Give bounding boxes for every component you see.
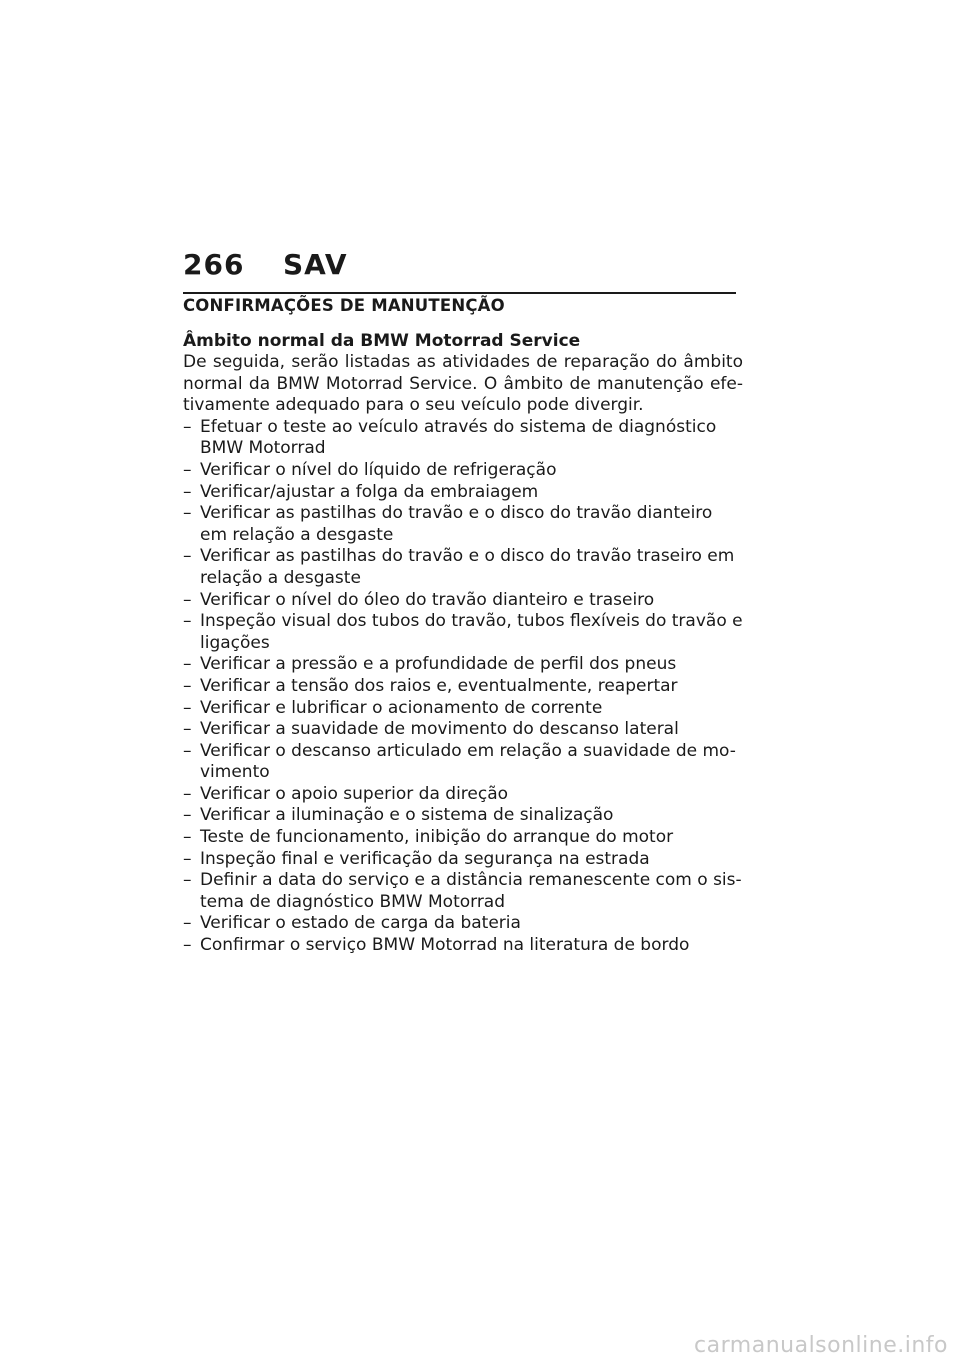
task-item [183,546,743,589]
dash-bullet: – [183,675,192,696]
dash-bullet: – [183,848,192,869]
section-divider [183,292,736,294]
dash-bullet: – [183,611,192,632]
task-item [183,741,743,784]
task-item [183,417,743,460]
dash-bullet: – [183,913,192,934]
dash-bullet: – [183,805,192,826]
dash-bullet: – [183,740,192,761]
dash-bullet: – [183,719,192,740]
section-content [183,330,743,957]
task-text: Definir a data do serviço e a distância remanescente com o sis-tema de diagnóstico BMW Motorrad [200,870,742,912]
subsection-title: Âmbito normal da BMW Motorrad Service [183,331,581,351]
page-number: 266 [183,247,245,281]
task-text: Verificar a suavidade de movimento do descanso lateral [200,719,679,740]
task-item [183,784,743,806]
task-text: Confirmar o serviço BMW Motorrad na literatura de bordo [200,935,690,956]
task-text: Verificar a iluminação e o sistema de sinalização [200,805,614,826]
intro-paragraph: De seguida, serão listadas as atividades de reparação do âmbito normal da BMW Motorrad Service. O âmbito de manutenção efe-tivamente adequado para o seu veículo pode divergir. [183,352,743,416]
task-item [183,913,743,935]
task-text: Efetuar o teste ao veículo através do sistema de diagnóstico BMW Motorrad [200,416,717,459]
dash-bullet: – [183,654,192,675]
task-text: Inspeção visual dos tubos do travão, tubos flexíveis do travão e ligações [200,611,743,653]
task-item [183,676,743,698]
task-text: Verificar o nível do óleo do travão dianteiro e traseiro [200,589,655,610]
page-header [183,244,735,284]
task-text: Inspeção final e verificação da segurança na estrada [200,848,650,869]
task-item [183,698,743,720]
task-item [183,590,743,612]
task-item [183,654,743,676]
task-item [183,482,743,504]
task-item [183,503,743,546]
dash-bullet: – [183,935,192,956]
task-text: Teste de funcionamento, inibição do arranque do motor [200,827,674,848]
maintenance-task-list [183,417,743,957]
dash-bullet: – [183,416,192,437]
task-text: Verificar e lubrificar o acionamento de corrente [200,697,603,718]
chapter-title: SAV [283,247,348,281]
dash-bullet: – [183,546,192,567]
task-text: Verificar as pastilhas do travão e o disco do travão dianteiro em relação a desgaste [200,503,713,545]
task-text: Verificar o estado de carga da bateria [200,913,521,934]
watermark: carmanualsonline.info [694,1333,948,1358]
task-item [183,870,743,913]
dash-bullet: – [183,697,192,718]
dash-bullet: – [183,870,192,891]
task-text: Verificar/ajustar a folga da embraiagem [200,481,539,502]
task-text: Verificar a pressão e a profundidade de perfil dos pneus [200,654,677,675]
task-item [183,460,743,482]
dash-bullet: – [183,481,192,502]
task-item [183,935,743,957]
task-text: Verificar o apoio superior da direção [200,783,509,804]
task-text: Verificar o descanso articulado em relação a suavidade de mo-vimento [200,740,736,783]
task-item [183,719,743,741]
dash-bullet: – [183,783,192,804]
task-item [183,849,743,871]
task-item [183,805,743,827]
section-title: CONFIRMAÇÕES DE MANUTENÇÃO [183,296,505,315]
task-item [183,827,743,849]
task-text: Verificar a tensão dos raios e, eventualmente, reapertar [200,675,678,696]
task-item [183,611,743,654]
dash-bullet: – [183,503,192,524]
dash-bullet: – [183,459,192,480]
task-text: Verificar as pastilhas do travão e o disco do travão traseiro em relação a desgaste [200,546,735,588]
dash-bullet: – [183,827,192,848]
task-text: Verificar o nível do líquido de refrigeração [200,459,557,480]
dash-bullet: – [183,589,192,610]
